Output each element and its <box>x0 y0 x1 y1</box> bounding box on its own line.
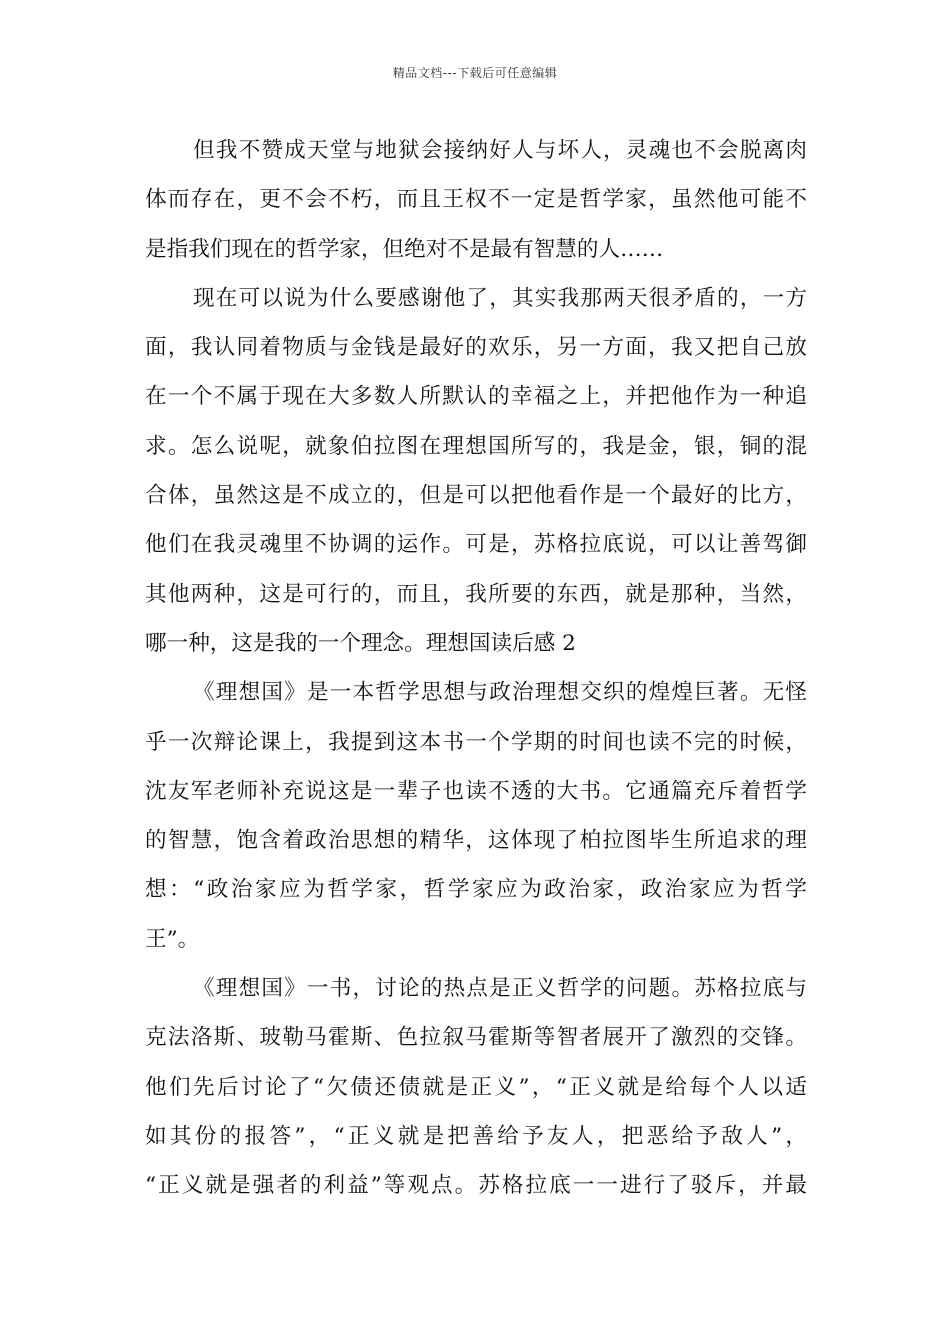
text-line: “正义就是强者的利益”等观点。苏格拉底一一进行了驳斥，并最 <box>145 1173 807 1199</box>
text-line: 他们在我灵魂里不协调的运作。可是，苏格拉底说，可以让善驾御 <box>145 532 807 558</box>
text-line: 体而存在，更不会不朽，而且王权不一定是哲学家，虽然他可能不 <box>145 187 807 213</box>
text-line: 合体，虽然这是不成立的，但是可以把他看作是一个最好的比方， <box>145 483 807 509</box>
text-line: 沈友军老师补充说这是一辈子也读不透的大书。它通篇充斥着哲学 <box>145 778 807 804</box>
text-line: 哪一种，这是我的一个理念。理想国读后感 2 <box>145 630 576 656</box>
text-line: 其他两种，这是可行的，而且，我所要的东西，就是那种，当然， <box>145 581 807 607</box>
text-line: 克法洛斯、玻勒马霍斯、色拉叙马霍斯等智者展开了激烈的交锋。 <box>145 1025 807 1051</box>
text-line: 《理想国》一书，讨论的热点是正义哲学的问题。苏格拉底与 <box>193 976 807 1002</box>
text-line: 乎一次辩论课上，我提到这本书一个学期的时间也读不完的时候， <box>145 729 807 755</box>
page-header: 精品文档---下载后可任意编辑 <box>392 66 558 80</box>
text-line: 想：“政治家应为哲学家，哲学家应为政治家，政治家应为哲学 <box>145 877 807 903</box>
text-line: 王”。 <box>145 926 200 952</box>
paragraph-4 <box>145 964 807 1210</box>
paragraph-3 <box>145 668 807 964</box>
text-line: 在一个不属于现在大多数人所默认的幸福之上，并把他作为一种追 <box>145 384 807 410</box>
text-line: 如其份的报答”，“正义就是把善给予友人，把恶给予敌人”， <box>145 1123 807 1149</box>
text-line: 他们先后讨论了“欠债还债就是正义”，“正义就是给每个人以适 <box>145 1074 807 1100</box>
paragraph-2 <box>145 274 807 668</box>
text-line: 但我不赞成天堂与地狱会接纳好人与坏人，灵魂也不会脱离肉 <box>193 138 807 163</box>
paragraph-1 <box>145 126 807 274</box>
text-line: 是指我们现在的哲学家，但绝对不是最有智慧的人…… <box>145 236 664 262</box>
text-line: 面，我认同着物质与金钱是最好的欢乐，另一方面，我又把自己放 <box>145 335 807 361</box>
text-line: 的智慧，饱含着政治思想的精华，这体现了柏拉图毕生所追求的理 <box>145 828 807 854</box>
text-line: 《理想国》是一本哲学思想与政治理想交织的煌煌巨著。无怪 <box>193 680 807 706</box>
text-line: 求。怎么说呢，就象伯拉图在理想国所写的，我是金，银，铜的混 <box>145 433 807 459</box>
document-body <box>145 126 807 1211</box>
text-line: 现在可以说为什么要感谢他了，其实我那两天很矛盾的，一方 <box>193 285 807 311</box>
